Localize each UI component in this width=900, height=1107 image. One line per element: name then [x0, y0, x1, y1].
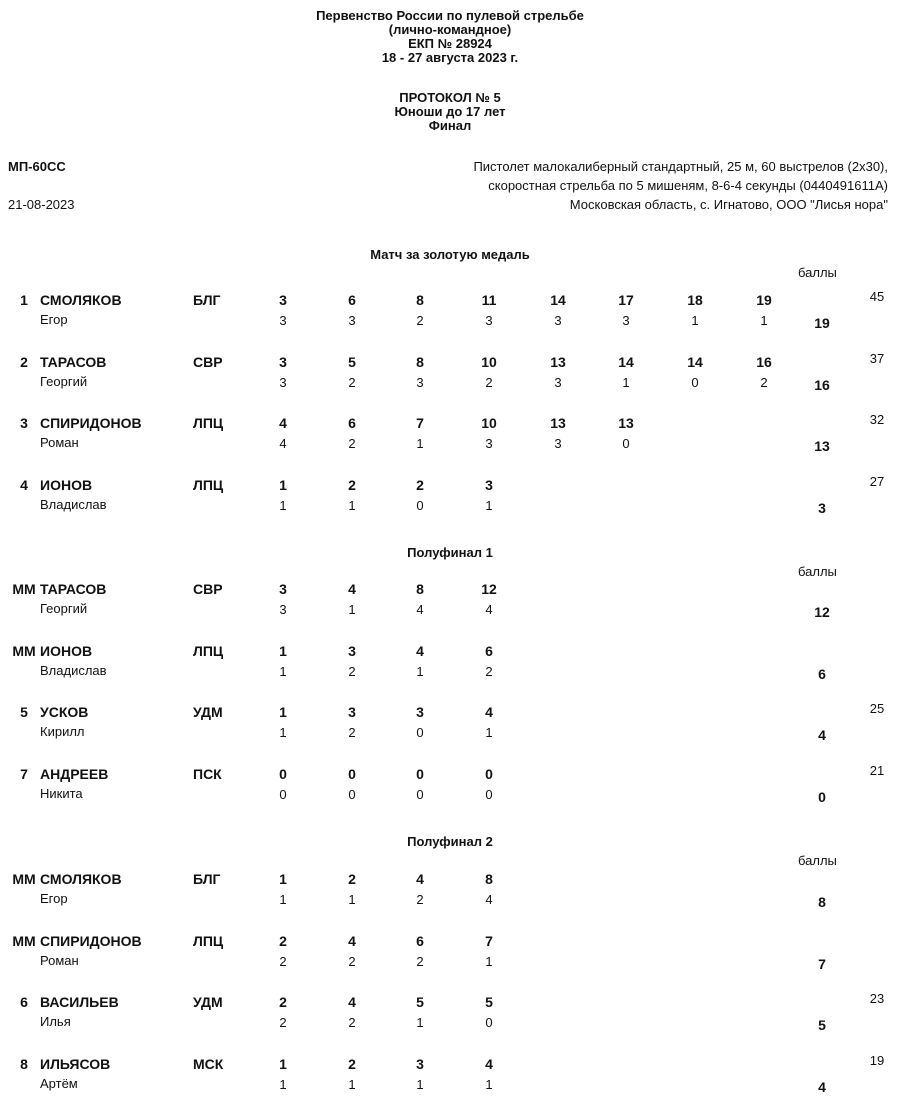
total-points: 6 [818, 665, 826, 682]
region-code: МСК [193, 1055, 224, 1072]
place-cell: ММ [12, 642, 36, 659]
series-score: 4 [485, 602, 493, 617]
series-score: 1 [485, 1076, 493, 1092]
athlete-surname: АНДРЕЕВ [40, 765, 109, 782]
place-cell: 2 [20, 353, 28, 370]
protocol-title: ПРОТОКОЛ № 5 [399, 90, 501, 105]
athlete-surname: ИЛЬЯСОВ [40, 1055, 111, 1072]
region-code: ЛПЦ [193, 642, 224, 659]
cumulative-score: 4 [416, 871, 424, 887]
series-score: 1 [279, 1076, 287, 1092]
total-points: 12 [814, 604, 830, 620]
series-score: 2 [348, 663, 356, 679]
athlete-firstname: Роман [40, 435, 79, 450]
cumulative-score: 0 [279, 765, 287, 782]
cumulative-score: 4 [348, 932, 356, 949]
cumulative-score: 12 [481, 581, 497, 597]
series-score: 1 [416, 663, 424, 679]
total-points: 16 [814, 376, 830, 393]
cumulative-score: 13 [550, 353, 566, 370]
total-points: 8 [818, 894, 826, 910]
cumulative-score: 13 [618, 415, 634, 431]
place-cell: 7 [20, 765, 28, 782]
cumulative-score: 3 [348, 704, 356, 720]
series-score: 0 [279, 786, 287, 802]
region-code: ЛПЦ [193, 415, 224, 431]
region-code: БЛГ [193, 871, 221, 887]
series-score: 1 [279, 663, 287, 679]
cumulative-score: 2 [348, 476, 356, 493]
series-score: 3 [554, 313, 562, 328]
series-score: 3 [554, 436, 562, 451]
athlete-surname: ВАСИЛЬЕВ [40, 994, 119, 1010]
result-row [0, 350, 900, 398]
place-cell: 1 [20, 292, 28, 308]
cumulative-score: 14 [687, 353, 703, 370]
result-row [0, 762, 900, 810]
cumulative-score: 6 [416, 932, 424, 949]
series-score: 3 [554, 374, 562, 390]
place-cell: 3 [20, 415, 28, 431]
event-venue: Московская область, с. Игнатово, ООО "Лисья нора" [569, 197, 888, 212]
total-points: 5 [818, 1017, 826, 1033]
cumulative-score: 5 [485, 994, 493, 1010]
cumulative-score: 1 [279, 642, 287, 659]
series-score: 3 [348, 313, 356, 328]
series-score: 1 [348, 602, 356, 617]
cumulative-score: 19 [756, 292, 772, 308]
cumulative-score: 6 [348, 292, 356, 308]
region-code: ЛПЦ [193, 932, 224, 949]
cumulative-score: 4 [279, 415, 287, 431]
region-code: УДМ [193, 704, 223, 720]
cumulative-score: 3 [279, 292, 287, 308]
result-row [0, 643, 900, 687]
event-description-1: Пистолет малокалиберный стандартный, 25 м, 60 выстрелов (2х30), [473, 159, 888, 174]
athlete-firstname: Владислав [40, 496, 107, 512]
athlete-firstname: Егор [40, 312, 68, 327]
cumulative-score: 2 [348, 1055, 356, 1072]
cumulative-score: 6 [485, 642, 493, 659]
series-score: 4 [416, 602, 424, 617]
cumulative-score: 3 [416, 1055, 424, 1072]
cumulative-score: 8 [416, 353, 424, 370]
place-cell: ММ [12, 581, 36, 597]
cumulative-score: 0 [416, 765, 424, 782]
cumulative-score: 8 [416, 292, 424, 308]
cumulative-score: 4 [348, 994, 356, 1010]
qualification-points: 19 [869, 1052, 885, 1068]
cumulative-score: 1 [279, 704, 287, 720]
cumulative-score: 3 [279, 581, 287, 597]
series-score: 0 [622, 436, 630, 451]
place-cell: 8 [20, 1055, 28, 1072]
athlete-firstname: Георгий [40, 601, 88, 616]
qualification-points: 45 [869, 289, 885, 304]
series-score: 2 [348, 725, 356, 740]
series-score: 2 [416, 313, 424, 328]
athlete-surname: ТАРАСОВ [40, 581, 107, 597]
athlete-firstname: Никита [40, 785, 83, 801]
athlete-surname: ИОНОВ [40, 476, 93, 493]
cumulative-score: 7 [485, 932, 493, 949]
qualification-points: 27 [869, 473, 885, 489]
series-score: 0 [348, 786, 356, 802]
points-label: баллы [798, 265, 837, 280]
series-score: 1 [485, 953, 493, 969]
place-cell: ММ [12, 932, 36, 949]
series-score: 1 [416, 1015, 424, 1030]
series-score: 3 [485, 313, 493, 328]
series-score: 0 [485, 1015, 493, 1030]
series-score: 1 [348, 497, 356, 513]
series-score: 2 [279, 1015, 287, 1030]
cumulative-score: 8 [485, 871, 493, 887]
total-points: 13 [814, 438, 830, 454]
series-score: 0 [416, 725, 424, 740]
result-row [0, 991, 900, 1038]
cumulative-score: 6 [348, 415, 356, 431]
cumulative-score: 10 [481, 415, 497, 431]
athlete-firstname: Георгий [40, 373, 88, 389]
athlete-surname: СМОЛЯКОВ [40, 292, 122, 308]
place-cell: 6 [20, 994, 28, 1010]
cumulative-score: 1 [279, 476, 287, 493]
points-label: баллы [798, 853, 837, 868]
cumulative-score: 3 [348, 642, 356, 659]
event-date: 21-08-2023 [8, 197, 75, 212]
place-cell: 4 [20, 476, 28, 493]
result-row [0, 871, 900, 915]
place-cell: ММ [12, 871, 36, 887]
region-code: БЛГ [193, 292, 221, 308]
athlete-surname: ИОНОВ [40, 642, 93, 659]
series-score: 4 [485, 892, 493, 907]
cumulative-score: 7 [416, 415, 424, 431]
result-row [0, 412, 900, 459]
athlete-firstname: Илья [40, 1014, 71, 1029]
cumulative-score: 4 [485, 704, 493, 720]
series-score: 0 [485, 786, 493, 802]
series-score: 1 [348, 1076, 356, 1092]
series-score: 0 [416, 786, 424, 802]
result-row [0, 933, 900, 977]
stage-title: Финал [428, 118, 472, 133]
cumulative-score: 4 [348, 581, 356, 597]
section-title-gold: Матч за золотую медаль [370, 247, 530, 262]
total-points: 7 [818, 955, 826, 972]
title-line-3: ЕКП № 28924 [408, 36, 492, 51]
series-score: 2 [348, 1015, 356, 1030]
series-score: 2 [760, 374, 768, 390]
qualification-points: 21 [869, 762, 885, 778]
total-points: 19 [814, 315, 830, 331]
cumulative-score: 1 [279, 871, 287, 887]
series-score: 3 [416, 374, 424, 390]
cumulative-score: 3 [416, 704, 424, 720]
total-points: 4 [818, 727, 826, 743]
qualification-points: 23 [869, 991, 885, 1006]
qualification-points: 37 [869, 350, 885, 366]
athlete-firstname: Кирилл [40, 724, 85, 739]
athlete-surname: СПИРИДОНОВ [40, 932, 142, 949]
series-score: 2 [348, 374, 356, 390]
section-title-semifinal-1: Полуфинал 1 [407, 545, 493, 560]
series-score: 3 [622, 313, 630, 328]
total-points: 3 [818, 499, 826, 516]
total-points: 4 [818, 1078, 826, 1095]
cumulative-score: 2 [416, 476, 424, 493]
series-score: 2 [348, 436, 356, 451]
series-score: 3 [279, 374, 287, 390]
series-score: 1 [622, 374, 630, 390]
cumulative-score: 14 [618, 353, 634, 370]
series-score: 2 [485, 663, 493, 679]
title-line-4: 18 - 27 августа 2023 г. [381, 50, 519, 65]
series-score: 1 [348, 892, 356, 907]
event-description-2: скоростная стрельба по 5 мишеням, 8-6-4 секунды (0440491611А) [488, 178, 888, 193]
region-code: УДМ [193, 994, 223, 1010]
points-label: баллы [798, 564, 837, 579]
title-line-2: (лично-командное) [388, 22, 512, 37]
region-code: ПСК [193, 765, 222, 782]
series-score: 1 [279, 725, 287, 740]
cumulative-score: 2 [348, 871, 356, 887]
series-score: 1 [485, 725, 493, 740]
athlete-firstname: Егор [40, 891, 68, 906]
cumulative-score: 11 [481, 292, 497, 308]
result-row [0, 1052, 900, 1100]
cumulative-score: 2 [279, 932, 287, 949]
cumulative-score: 3 [485, 476, 493, 493]
cumulative-score: 2 [279, 994, 287, 1010]
athlete-surname: СМОЛЯКОВ [40, 871, 122, 887]
cumulative-score: 5 [416, 994, 424, 1010]
cumulative-score: 0 [348, 765, 356, 782]
result-row [0, 289, 900, 336]
athlete-firstname: Владислав [40, 662, 107, 678]
cumulative-score: 8 [416, 581, 424, 597]
region-code: ЛПЦ [193, 476, 224, 493]
cumulative-score: 17 [618, 292, 634, 308]
series-score: 3 [279, 313, 287, 328]
cumulative-score: 1 [279, 1055, 287, 1072]
series-score: 1 [416, 1076, 424, 1092]
series-score: 0 [691, 374, 699, 390]
cumulative-score: 13 [550, 415, 566, 431]
athlete-surname: ТАРАСОВ [40, 353, 107, 370]
result-row [0, 581, 900, 625]
qualification-points: 25 [869, 701, 885, 716]
athlete-surname: УСКОВ [40, 704, 89, 720]
result-row [0, 473, 900, 521]
cumulative-score: 14 [550, 292, 566, 308]
cumulative-score: 5 [348, 353, 356, 370]
total-points: 0 [818, 788, 826, 805]
event-code: МП-60СС [8, 159, 66, 174]
series-score: 2 [416, 892, 424, 907]
cumulative-score: 18 [687, 292, 703, 308]
title-line-1: Первенство России по пулевой стрельбе [316, 8, 584, 23]
series-score: 1 [691, 313, 699, 328]
series-score: 1 [279, 892, 287, 907]
series-score: 4 [279, 436, 287, 451]
cumulative-score: 4 [485, 1055, 493, 1072]
series-score: 2 [279, 953, 287, 969]
cumulative-score: 16 [756, 353, 772, 370]
region-code: СВР [193, 581, 223, 597]
cumulative-score: 10 [481, 353, 497, 370]
series-score: 3 [279, 602, 287, 617]
result-row [0, 701, 900, 748]
series-score: 3 [485, 436, 493, 451]
series-score: 1 [279, 497, 287, 513]
athlete-firstname: Артём [40, 1075, 78, 1091]
athlete-firstname: Роман [40, 952, 79, 968]
series-score: 1 [416, 436, 424, 451]
cumulative-score: 4 [416, 642, 424, 659]
series-score: 1 [485, 497, 493, 513]
place-cell: 5 [20, 704, 28, 720]
category-title: Юноши до 17 лет [394, 104, 506, 119]
qualification-points: 32 [869, 412, 885, 427]
cumulative-score: 0 [485, 765, 493, 782]
series-score: 2 [485, 374, 493, 390]
series-score: 0 [416, 497, 424, 513]
series-score: 2 [348, 953, 356, 969]
athlete-surname: СПИРИДОНОВ [40, 415, 142, 431]
section-title-semifinal-2: Полуфинал 2 [407, 834, 493, 849]
series-score: 2 [416, 953, 424, 969]
series-score: 1 [760, 313, 768, 328]
cumulative-score: 3 [279, 353, 287, 370]
region-code: СВР [193, 353, 223, 370]
